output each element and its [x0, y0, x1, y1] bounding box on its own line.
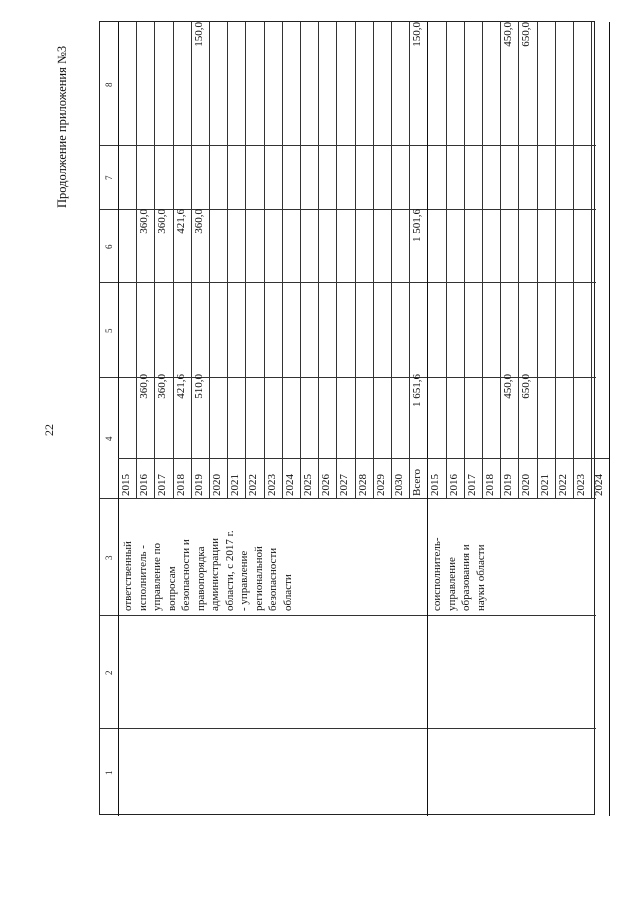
- column-number-7: 7: [104, 175, 114, 180]
- executor-line: образования и: [460, 544, 473, 611]
- year-cell: 2019: [502, 474, 515, 496]
- year-cell: 2027: [338, 474, 351, 496]
- column-number-2: 2: [104, 670, 114, 675]
- executor-line: науки области: [474, 544, 487, 611]
- row-divider: [191, 22, 192, 498]
- section-divider: [609, 22, 610, 816]
- value-col6: 360,0: [192, 209, 205, 234]
- column-number-6: 6: [104, 244, 114, 249]
- value-col4: 1 651,6: [411, 374, 424, 407]
- executor-line: правопорядка: [194, 546, 207, 611]
- executor-line: - управление: [238, 550, 250, 611]
- row-divider: [245, 22, 246, 498]
- row-divider: [318, 22, 319, 498]
- row-divider: [591, 22, 592, 498]
- column-number-3: 3: [104, 555, 114, 560]
- row-divider: [300, 22, 301, 498]
- executor-line: безопасности и: [180, 539, 192, 611]
- year-cell: 2017: [465, 474, 478, 496]
- year-cell: 2022: [247, 474, 260, 496]
- column-number-5: 5: [104, 328, 114, 333]
- row-divider: [136, 22, 137, 498]
- year-value-divider: [427, 458, 609, 459]
- column-divider: [100, 615, 596, 616]
- row-divider: [573, 22, 574, 498]
- value-col4: 450,0: [502, 374, 515, 399]
- executor-line: администрации: [209, 538, 221, 611]
- year-cell: 2020: [520, 474, 533, 496]
- year-cell: 2018: [174, 474, 187, 496]
- year-value-divider: [118, 458, 427, 459]
- row-divider: [173, 22, 174, 498]
- column-divider: [100, 145, 596, 146]
- value-col4: 421,6: [174, 374, 187, 399]
- year-cell: 2015: [429, 474, 442, 496]
- row-divider: [282, 22, 283, 498]
- year-cell: 2018: [484, 474, 496, 496]
- executor-text: [121, 530, 295, 611]
- year-cell: 2017: [156, 474, 169, 496]
- appendix-continuation-note: Продолжение приложения №3: [55, 45, 69, 208]
- value-col4: 360,0: [138, 374, 151, 399]
- value-col8: 150,0: [411, 22, 424, 47]
- row-divider: [209, 22, 210, 498]
- column-divider: [100, 498, 596, 499]
- value-col6: 360,0: [156, 209, 169, 234]
- row-divider: [555, 22, 556, 498]
- executor-line: ответственный: [122, 541, 134, 611]
- section-divider: [427, 22, 428, 816]
- row-divider: [227, 22, 228, 498]
- executor-line: управление по: [151, 543, 163, 611]
- row-divider: [482, 22, 483, 498]
- executor-line: безопасности: [267, 547, 279, 611]
- year-cell: 2024: [283, 474, 296, 496]
- year-cell: 2024: [593, 474, 606, 496]
- value-col4: 510,0: [192, 374, 205, 399]
- executor-line: региональной: [252, 546, 265, 611]
- year-cell: 2026: [320, 474, 333, 496]
- year-cell: 2015: [120, 474, 132, 496]
- executor-line: управление: [445, 557, 458, 611]
- row-divider: [446, 22, 447, 498]
- value-col6: 360,0: [138, 209, 151, 234]
- value-col4: 650,0: [520, 374, 533, 399]
- column-number-4: 4: [104, 436, 114, 441]
- value-col8: 650,0: [520, 22, 533, 47]
- executor-text: [430, 537, 488, 611]
- page-number: 22: [42, 424, 56, 436]
- year-cell: 2030: [393, 474, 405, 496]
- budget-table: [99, 21, 606, 815]
- row-divider: [355, 22, 356, 498]
- executor-line: области: [281, 574, 294, 611]
- value-col6: 421,6: [174, 209, 187, 234]
- row-divider: [336, 22, 337, 498]
- year-cell: 2022: [556, 474, 569, 496]
- year-cell: 2023: [575, 474, 587, 496]
- value-col4: 360,0: [156, 374, 169, 399]
- year-cell: Всего: [411, 469, 424, 496]
- row-divider: [464, 22, 465, 498]
- row-divider: [500, 22, 501, 498]
- year-cell: 2016: [447, 474, 460, 496]
- column-number-1: 1: [104, 770, 114, 775]
- header-divider: [118, 22, 119, 816]
- row-divider: [518, 22, 519, 498]
- value-col6: 1 501,6: [411, 209, 424, 242]
- year-cell: 2021: [229, 474, 242, 496]
- executor-line: области, с 2017 г.: [223, 530, 236, 611]
- year-cell: 2025: [302, 474, 314, 496]
- executor-line: вопросам: [165, 566, 178, 611]
- year-cell: 2023: [265, 474, 278, 496]
- row-divider: [264, 22, 265, 498]
- row-divider: [154, 22, 155, 498]
- year-cell: 2028: [356, 474, 369, 496]
- value-col8: 150,0: [192, 22, 205, 47]
- value-col8: 450,0: [502, 22, 515, 47]
- year-cell: 2016: [138, 474, 151, 496]
- year-cell: 2021: [538, 474, 551, 496]
- row-divider: [373, 22, 374, 498]
- executor-line: исполнитель -: [136, 545, 149, 611]
- row-divider: [391, 22, 392, 498]
- row-divider: [537, 22, 538, 498]
- year-cell: 2019: [192, 474, 205, 496]
- year-cell: 2029: [374, 474, 387, 496]
- executor-line: соисполнитель-: [431, 537, 444, 611]
- column-divider: [100, 282, 596, 283]
- year-cell: 2020: [211, 474, 223, 496]
- column-number-8: 8: [104, 82, 114, 87]
- row-divider: [409, 22, 410, 498]
- column-divider: [100, 728, 596, 729]
